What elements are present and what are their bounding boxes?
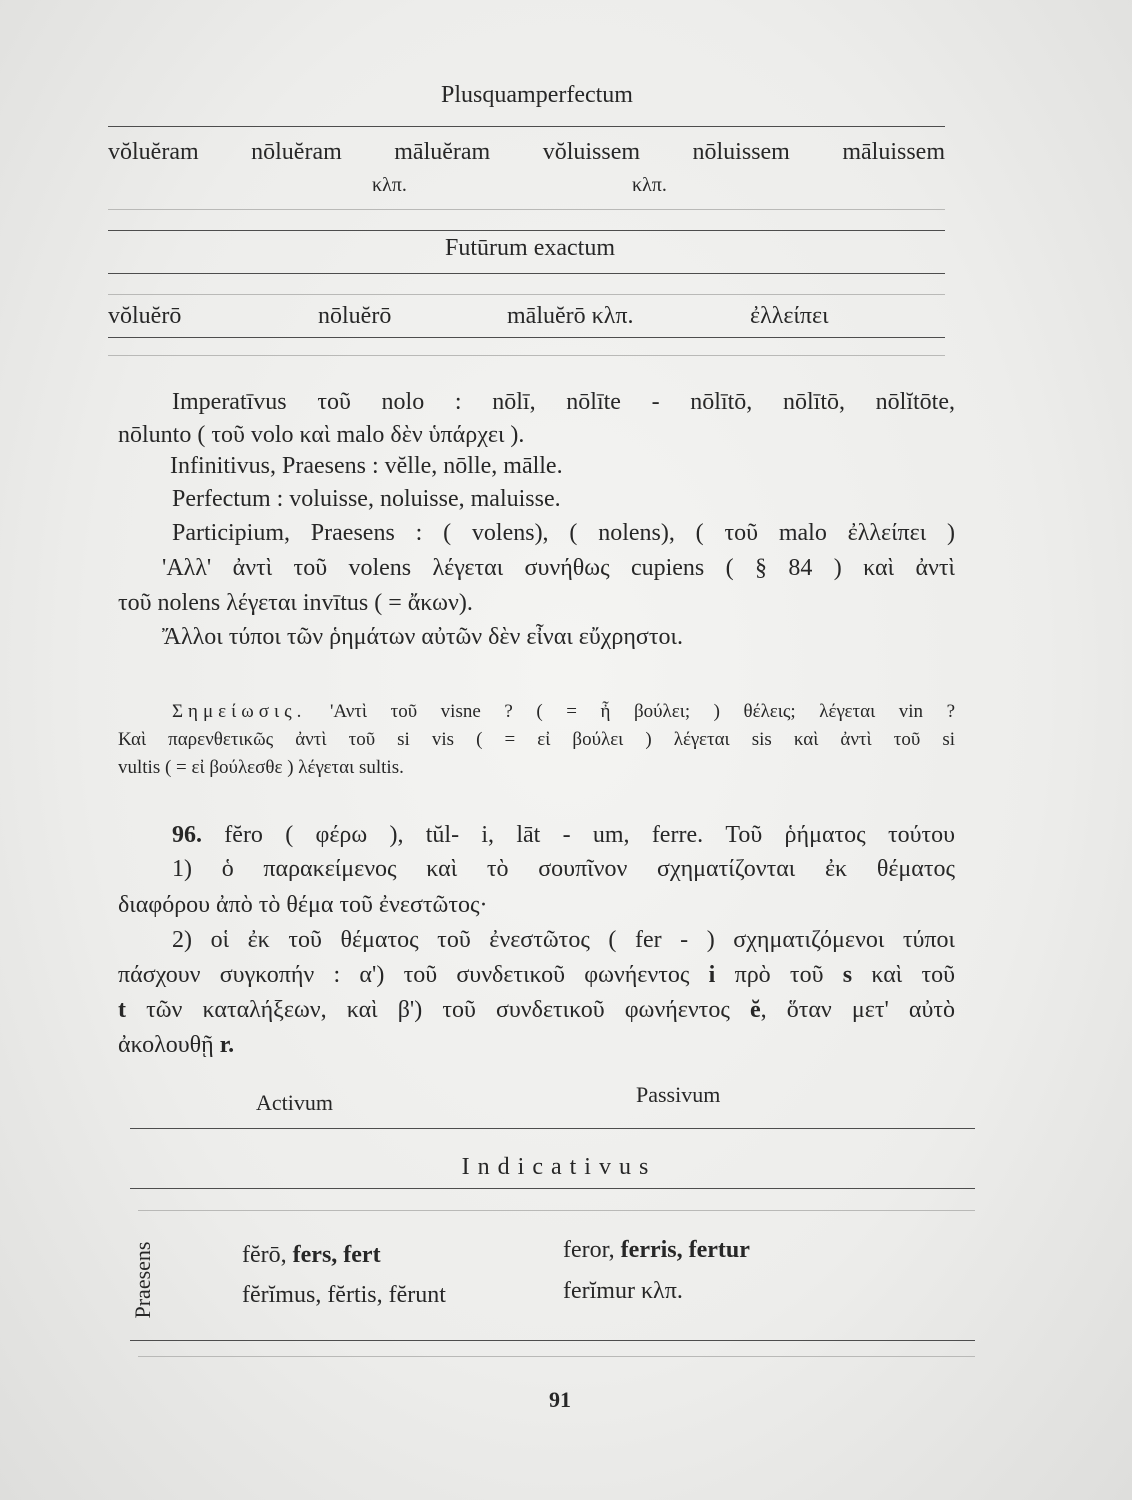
- table-rule: [138, 1210, 975, 1211]
- section-text: τῶν καταλήξεων, καὶ β') τοῦ συνδετικοῦ φωνήεντος: [146, 997, 730, 1023]
- paragraph-line: Infinitivus, Praesens : vĕlle, nōlle, mālle.: [170, 453, 563, 479]
- note-label: Σημείωσις.: [172, 701, 307, 722]
- plusquamperfectum-forms-row: [108, 137, 945, 167]
- form-missing-note: ἐλλείπει: [750, 303, 829, 329]
- voice-active-heading: Activum: [256, 1090, 333, 1115]
- form-fers-fert: fers, fert: [292, 1242, 381, 1268]
- bold-letter: ĕ: [749, 997, 761, 1023]
- form-noluero: nōluĕrō: [318, 303, 392, 329]
- bold-letter: r.: [219, 1032, 235, 1058]
- etc-abbreviation: κλπ.: [372, 174, 407, 196]
- form-voluero: vŏluĕrō: [108, 303, 182, 329]
- table-rule: [130, 1128, 975, 1129]
- note-text: 'Αντὶ τοῦ visne ? ( = ἦ βούλει; ) θέλεις; λέγεται vin ?: [329, 701, 956, 722]
- tense-label: Praesens: [130, 1241, 155, 1319]
- page-number: 91: [549, 1387, 571, 1412]
- voice-passive-heading: Passivum: [636, 1082, 721, 1107]
- paragraph-line: Perfectum : voluisse, noluisse, maluisse.: [172, 486, 561, 512]
- paragraph-line: Ἄλλοι τύποι τῶν ῥημάτων αὐτῶν δὲν εἶναι εὔχρηστοι.: [162, 624, 683, 650]
- table-rule: [130, 1188, 975, 1189]
- form-noluissem: nōluissem: [692, 139, 790, 165]
- section-96-line: διαφόρου ἀπὸ τὸ θέμα τοῦ ἐνεστῶτος·: [118, 892, 488, 918]
- form-fero: fĕrō,: [242, 1242, 287, 1268]
- paragraph-line: 'Αλλ' ἀντὶ τοῦ volens λέγεται συνήθως cupiens ( § 84 ) καὶ ἀντὶ: [162, 555, 955, 581]
- table-rule: [108, 337, 945, 338]
- futurum-exactum-heading: Futūrum exactum: [445, 235, 615, 261]
- active-plural: fĕrĭmus, fĕrtis, fĕrunt: [242, 1282, 446, 1308]
- section-96-line: 2) οἱ ἐκ τοῦ θέματος τοῦ ἐνεστῶτος ( fer - ) σχηματιζόμενοι τύποι: [172, 927, 955, 953]
- table-rule: [138, 1356, 975, 1357]
- note-line: [172, 700, 955, 724]
- etc-abbreviation: κλπ.: [632, 174, 667, 196]
- paragraph-line: Imperatīvus τοῦ nolo : nōlī, nōlīte - nōlītō, nōlītō, nōlĭtōte,: [172, 389, 955, 415]
- section-text: , ὅταν μετ' αὐτὸ: [760, 997, 955, 1023]
- table-rule: [108, 209, 945, 210]
- form-maluero: māluĕrō κλπ.: [507, 303, 634, 329]
- section-96-line: [118, 995, 955, 1025]
- table-rule: [108, 126, 945, 127]
- form-voluĕram: vŏluĕram: [108, 139, 199, 165]
- passive-plural: ferĭmur κλπ.: [563, 1278, 683, 1304]
- section-text: ἀκολουθῇ: [118, 1032, 214, 1058]
- section-text: fĕro ( φέρω ), tŭl- i, lāt - um, ferre. Τοῦ ῥήματος τούτου: [224, 822, 956, 848]
- active-singular: [242, 1240, 381, 1270]
- form-maluissem: māluissem: [842, 139, 945, 165]
- section-text: πρὸ τοῦ: [734, 962, 824, 988]
- paragraph-line: τοῦ nolens λέγεται invītus ( = ἄκων).: [118, 590, 473, 616]
- paragraph-line: nōlunto ( τοῦ volo καὶ malo δὲν ὑπάρχει ).: [118, 422, 525, 448]
- bold-letter: s: [842, 962, 853, 988]
- plusquamperfectum-heading: Plusquamperfectum: [441, 82, 633, 108]
- section-number: 96.: [172, 822, 202, 848]
- form-voluissem: vŏluissem: [542, 139, 641, 165]
- bold-letter: i: [708, 962, 716, 988]
- form-noluĕram: nōluĕram: [251, 139, 342, 165]
- section-96-line: [118, 1030, 234, 1060]
- form-maluĕram: māluĕram: [394, 139, 491, 165]
- table-rule: [130, 1340, 975, 1341]
- passive-singular: [563, 1235, 750, 1265]
- bold-letter: t: [118, 997, 126, 1023]
- section-96-line: [172, 820, 955, 850]
- table-rule: [108, 273, 945, 274]
- table-rule: [108, 355, 945, 356]
- note-line: vultis ( = εἰ βούλεσθε ) λέγεται sultis.: [118, 757, 404, 778]
- section-96-line: [118, 960, 955, 990]
- mood-heading: Indicativus: [461, 1154, 657, 1180]
- section-text: πάσχουν συγκοπήν : α') τοῦ συνδετικοῦ φωνήεντος: [118, 962, 690, 988]
- form-feror: feror,: [563, 1237, 615, 1263]
- table-rule: [108, 294, 945, 295]
- paragraph-line: Participium, Praesens : ( volens), ( nolens), ( τοῦ malo ἐλλείπει ): [172, 520, 955, 546]
- form-ferris-fertur: ferris, fertur: [620, 1237, 750, 1263]
- section-text: καὶ τοῦ: [871, 962, 956, 988]
- section-96-line: 1) ὁ παρακείμενος καὶ τὸ σουπῖνον σχηματίζονται ἐκ θέματος: [172, 856, 955, 882]
- note-line: Καὶ παρενθετικῶς ἀντὶ τοῦ si vis ( = εἰ βούλει ) λέγεται sis καὶ ἀντὶ τοῦ si: [118, 729, 955, 750]
- table-rule: [108, 230, 945, 231]
